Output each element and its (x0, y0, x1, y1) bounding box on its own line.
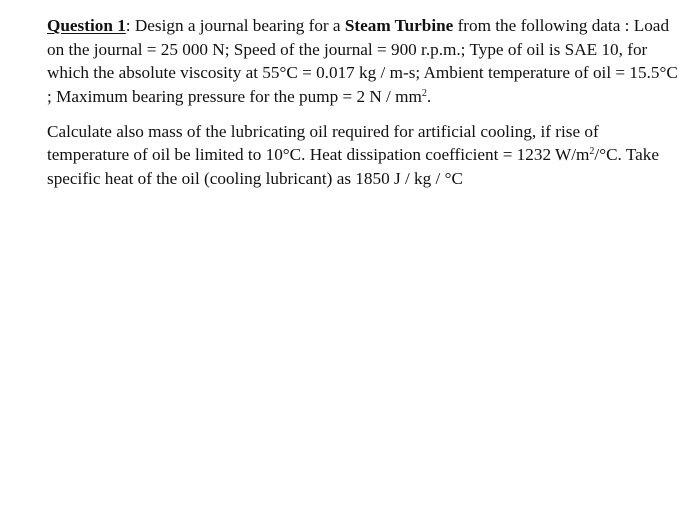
area-unit-exponent: 2 (589, 146, 595, 158)
question-document (47, 14, 683, 191)
pressure-unit-exponent: 2 (421, 87, 427, 99)
question-intro-text: : Design a journal bearing for a (125, 16, 345, 35)
question-label: Question 1 (47, 16, 126, 35)
given-data-end: . (426, 86, 432, 106)
cooling-text-end: /°C. Take specific heat of the oil (cooling lubricant) as 1850 J / kg / °C (47, 145, 659, 189)
steam-turbine-term: Steam Turbine (344, 16, 454, 35)
question-intro-end: from the following data : (453, 16, 630, 35)
given-data-text: Load on the journal = 25 000 N; Speed of the journal = 900 r.p.m.; Type of oil is SAE 10, for which the absolute viscosity at 55°C = 0.017 kg / m-s; Ambient temperature of oil = 15.5°C ; Maximum bearing pressure for the pump = 2 N / mm (47, 16, 678, 106)
question-paragraph (47, 14, 683, 108)
cooling-paragraph (47, 120, 683, 191)
cooling-text: Calculate also mass of the lubricating oil required for artificial cooling, if rise of temperature of oil be limited to 10°C. Heat dissipation coefficient = 1232 W/m (47, 121, 599, 165)
